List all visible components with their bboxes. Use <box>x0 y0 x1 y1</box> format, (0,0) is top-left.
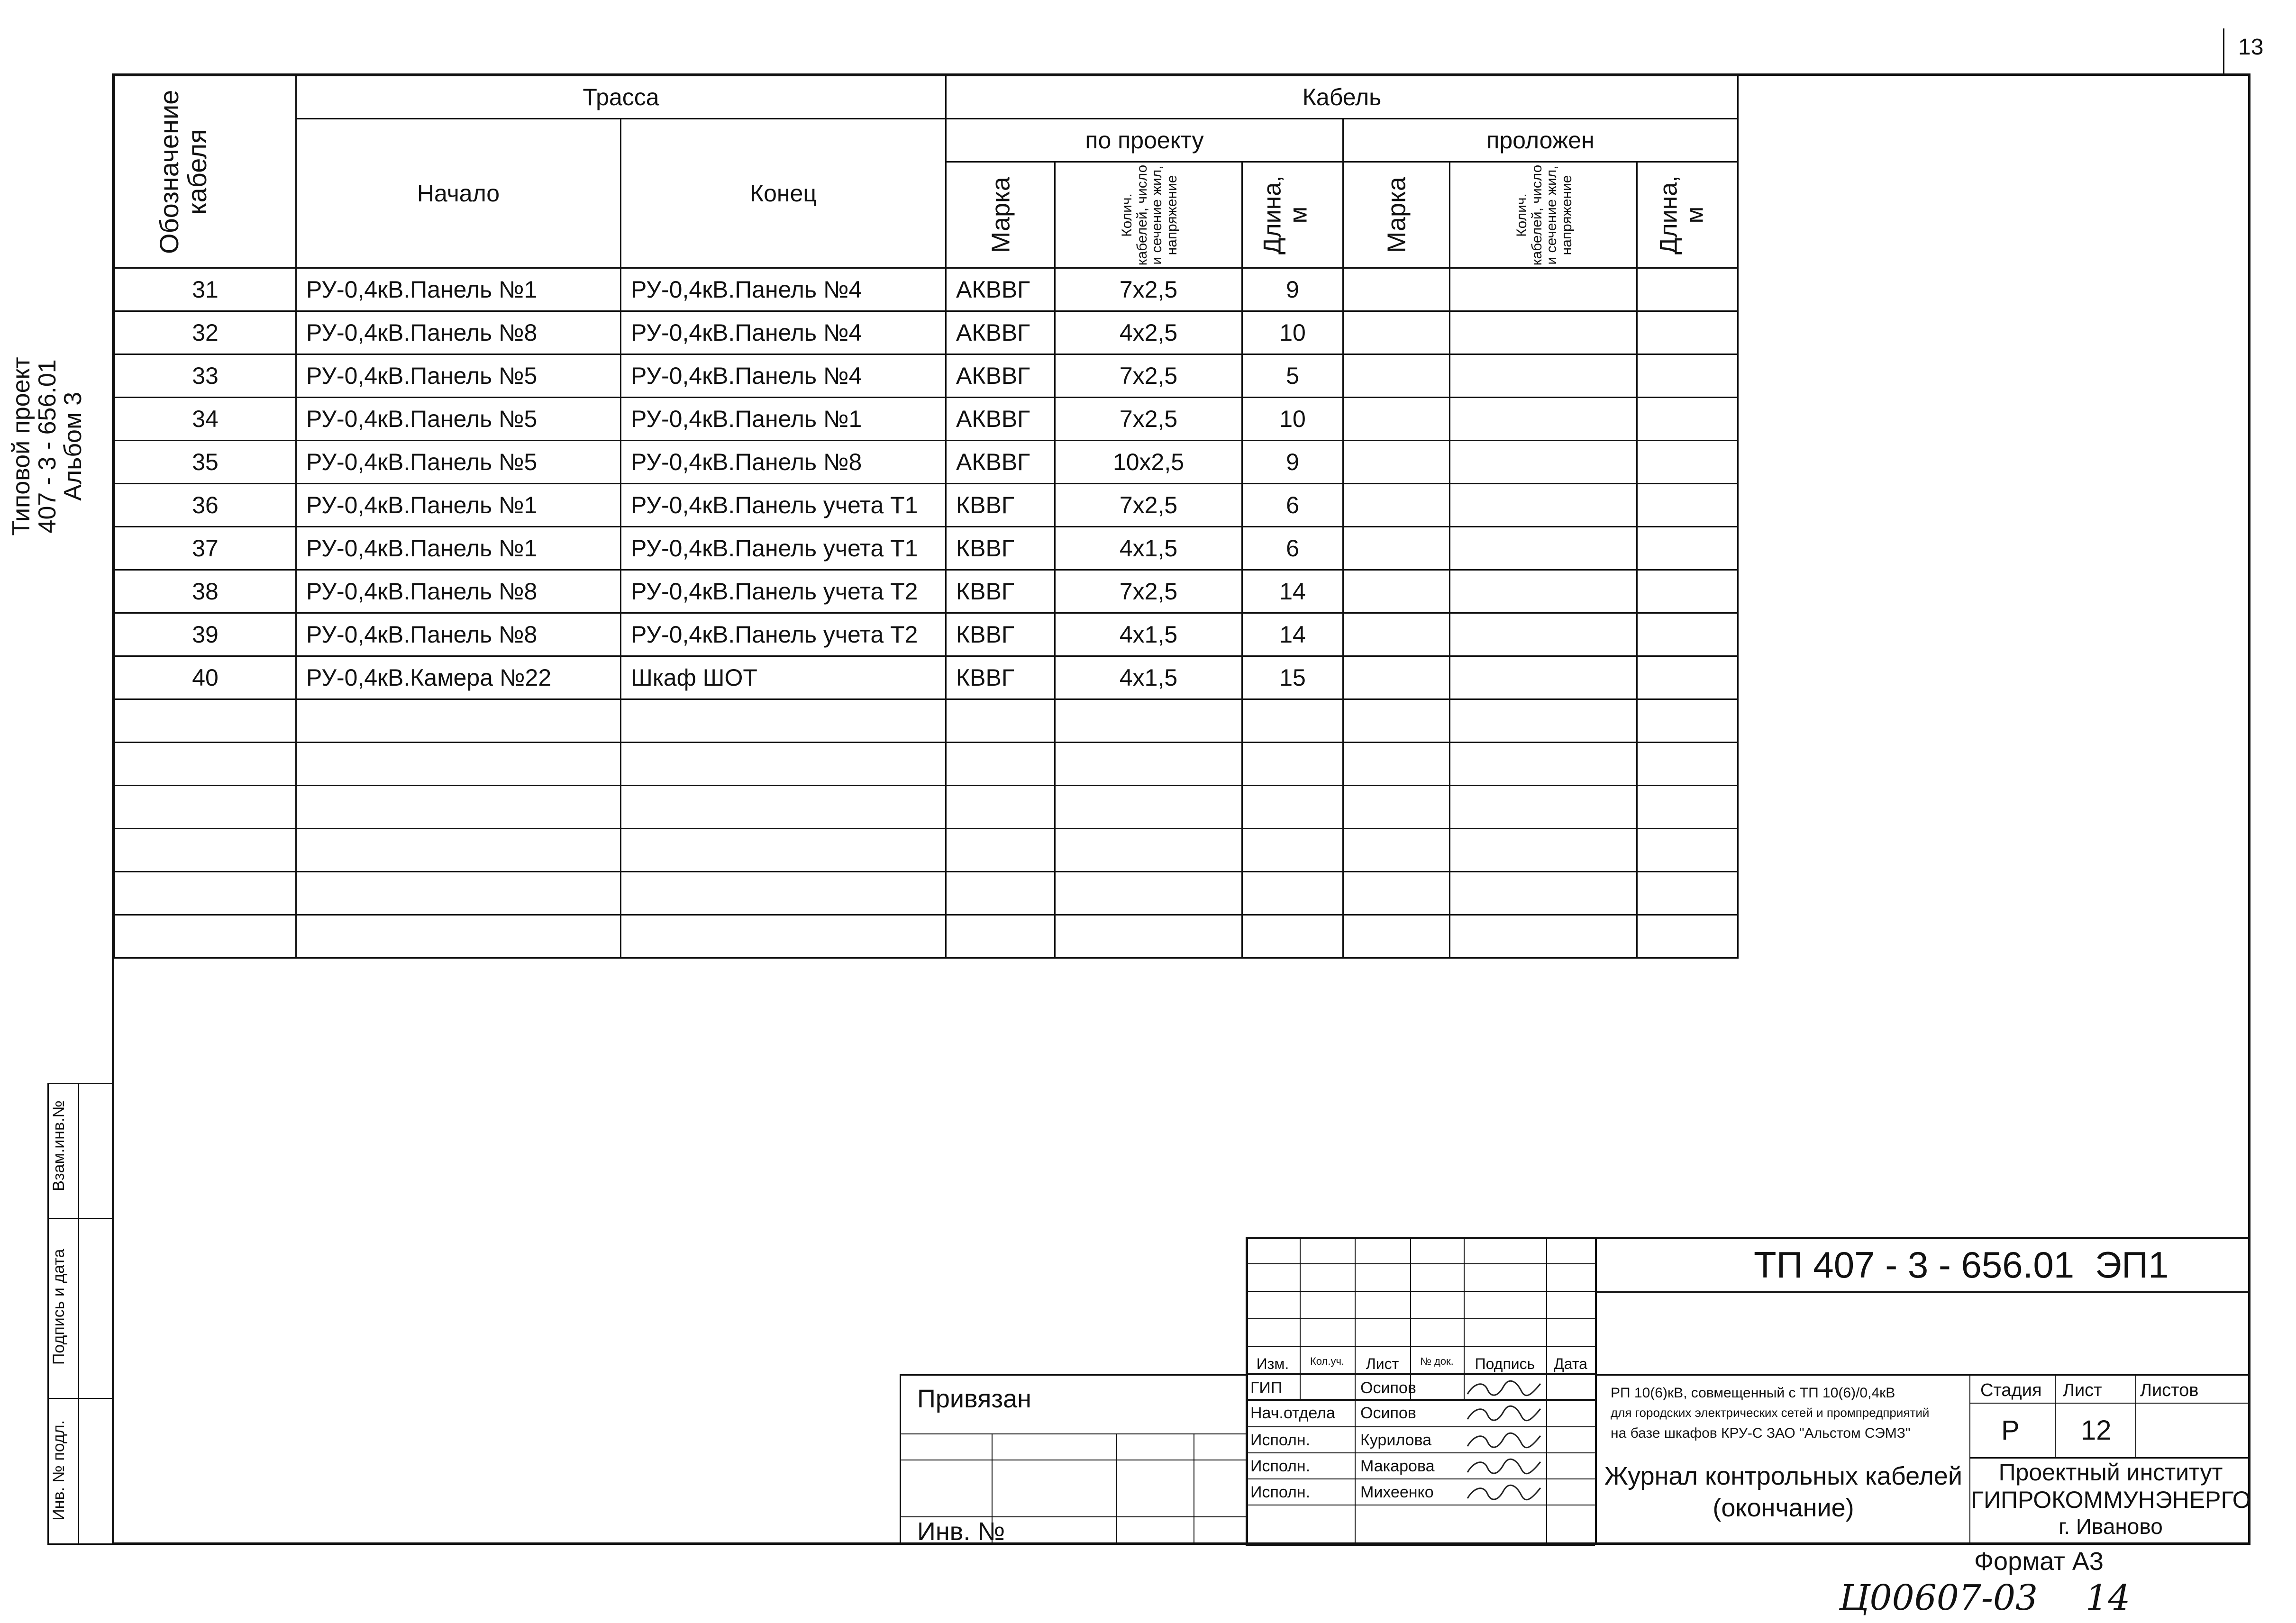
marka-header-2: Марка <box>1343 162 1450 268</box>
col-header-kol: Кол.уч. <box>1310 1355 1345 1367</box>
cable-number: 31 <box>115 268 296 311</box>
empty-cell <box>621 829 946 872</box>
table-row <box>115 311 1738 354</box>
sheets-label: Листов <box>2140 1380 2199 1400</box>
route-end: РУ-0,4кВ.Панель №1 <box>621 398 946 441</box>
revision-grid-line <box>1546 1237 1547 1545</box>
org-line2: ГИПРОКОММУНЭНЕРГО <box>1971 1487 2251 1513</box>
cable-number: 39 <box>115 613 296 656</box>
signer-role: Нач.отдела <box>1250 1404 1335 1422</box>
dlina-header-2: Длина, м <box>1637 162 1738 268</box>
signer-role: Исполн. <box>1250 1431 1311 1449</box>
route-start: РУ-0,4кВ.Панель №1 <box>296 268 621 311</box>
laid-spec <box>1450 398 1637 441</box>
cable-number: 37 <box>115 527 296 570</box>
table-row <box>115 527 1738 570</box>
cable-number: 40 <box>115 656 296 699</box>
cable-length: 14 <box>1242 570 1343 613</box>
route-start: РУ-0,4кВ.Панель №8 <box>296 613 621 656</box>
empty-cell <box>621 872 946 915</box>
vzam-inv-label: Взам.инв.№ <box>50 1100 68 1191</box>
laid-marka <box>1343 268 1450 311</box>
empty-cell <box>1055 872 1242 915</box>
empty-cell <box>1055 743 1242 786</box>
side-stamp-line3: Альбом 3 <box>59 391 87 501</box>
laid-marka <box>1343 570 1450 613</box>
laid-length <box>1637 441 1738 484</box>
empty-cell <box>1055 786 1242 829</box>
page-number: 13 <box>2238 35 2264 60</box>
empty-cell <box>296 743 621 786</box>
table-row <box>115 441 1738 484</box>
empty-cell <box>1242 829 1343 872</box>
route-start: РУ-0,4кВ.Панель №8 <box>296 570 621 613</box>
laid-marka <box>1343 354 1450 398</box>
empty-cell <box>621 699 946 743</box>
cable-number: 35 <box>115 441 296 484</box>
laid-spec <box>1450 656 1637 699</box>
privyazan-divider <box>1116 1433 1117 1545</box>
cable-marka: АКВВГ <box>946 311 1055 354</box>
laid-marka <box>1343 527 1450 570</box>
marka-header: Марка <box>946 162 1055 268</box>
route-end: РУ-0,4кВ.Панель №4 <box>621 311 946 354</box>
empty-cell <box>296 699 621 743</box>
cable-number: 34 <box>115 398 296 441</box>
stage-label: Стадия <box>1980 1380 2042 1400</box>
cable-length: 5 <box>1242 354 1343 398</box>
empty-cell <box>296 915 621 958</box>
route-end: Шкаф ШОТ <box>621 656 946 699</box>
inv-no-label: Инв. № <box>917 1517 1005 1546</box>
empty-cell <box>1637 786 1738 829</box>
org-line3: г. Иваново <box>2059 1514 2163 1539</box>
kabel-header: Кабель <box>946 76 1738 119</box>
revision-grid-line <box>1246 1452 1595 1453</box>
cable-spec: 4x1,5 <box>1055 527 1242 570</box>
cable-spec: 7x2,5 <box>1055 268 1242 311</box>
cable-spec: 7x2,5 <box>1055 398 1242 441</box>
empty-cell <box>1055 699 1242 743</box>
cable-marka: АКВВГ <box>946 398 1055 441</box>
empty-cell <box>946 743 1055 786</box>
cable-spec: 7x2,5 <box>1055 354 1242 398</box>
revision-grid-line <box>1246 1237 1595 1238</box>
laid-spec <box>1450 441 1637 484</box>
empty-cell <box>946 872 1055 915</box>
handwritten-signature <box>1465 1430 1543 1452</box>
route-end: РУ-0,4кВ.Панель №4 <box>621 354 946 398</box>
cable-number: 36 <box>115 484 296 527</box>
org-line1: Проектный институт <box>1998 1459 2223 1486</box>
empty-cell <box>115 699 296 743</box>
signer-name: Осипов <box>1360 1404 1416 1422</box>
cable-marka: КВВГ <box>946 656 1055 699</box>
empty-cell <box>1450 786 1637 829</box>
route-start: РУ-0,4кВ.Панель №5 <box>296 354 621 398</box>
handwritten-page: 14 <box>2086 1578 2131 1618</box>
cable-journal-table <box>114 75 1739 959</box>
cable-marka: АКВВГ <box>946 354 1055 398</box>
laid-marka <box>1343 441 1450 484</box>
route-start: РУ-0,4кВ.Панель №1 <box>296 484 621 527</box>
table-row-empty <box>115 743 1738 786</box>
col-header-data: Дата <box>1554 1355 1587 1372</box>
empty-cell <box>946 915 1055 958</box>
laid-marka <box>1343 613 1450 656</box>
doc-code: ТП 407 - 3 - 656.01 <box>1754 1244 2075 1286</box>
sheet-label: Лист <box>2063 1380 2102 1400</box>
page-number-divider <box>2223 28 2224 76</box>
laid-spec <box>1450 354 1637 398</box>
route-end: РУ-0,4кВ.Панель учета Т2 <box>621 570 946 613</box>
route-end: РУ-0,4кВ.Панель №4 <box>621 268 946 311</box>
cable-length: 14 <box>1242 613 1343 656</box>
table-row <box>115 354 1738 398</box>
revision-grid-line <box>1246 1291 1595 1292</box>
side-stamp-line2: 407 - 3 - 656.01 <box>33 359 61 534</box>
laid-length <box>1637 311 1738 354</box>
table-row <box>115 484 1738 527</box>
empty-cell <box>1055 829 1242 872</box>
revision-grid-line <box>1246 1346 1595 1347</box>
empty-cell <box>1450 699 1637 743</box>
revision-grid-line <box>1410 1237 1411 1399</box>
podpis-data-label: Подпись и дата <box>50 1249 68 1365</box>
cable-number: 32 <box>115 311 296 354</box>
laid-spec <box>1450 311 1637 354</box>
empty-cell <box>296 872 621 915</box>
table-row-empty <box>115 699 1738 743</box>
cable-length: 10 <box>1242 311 1343 354</box>
project-desc-line2: для городских электрических сетей и промпредприятий <box>1611 1405 1930 1420</box>
doc-title-line1: Журнал контрольных кабелей <box>1604 1462 1963 1490</box>
route-end: РУ-0,4кВ.Панель учета Т2 <box>621 613 946 656</box>
empty-cell <box>1637 872 1738 915</box>
signer-role: Исполн. <box>1250 1457 1311 1475</box>
cable-length: 10 <box>1242 398 1343 441</box>
empty-cell <box>1242 743 1343 786</box>
route-end: РУ-0,4кВ.Панель учета Т1 <box>621 484 946 527</box>
title-block-divider <box>1969 1457 2250 1459</box>
table-row <box>115 268 1738 311</box>
route-start: РУ-0,4кВ.Панель №5 <box>296 441 621 484</box>
konec-header: Конец <box>621 119 946 268</box>
cable-length: 9 <box>1242 441 1343 484</box>
revision-grid-line <box>1246 1545 1595 1546</box>
cable-spec: 7x2,5 <box>1055 570 1242 613</box>
empty-cell <box>1343 743 1450 786</box>
revision-grid-line <box>1355 1237 1356 1545</box>
empty-cell <box>1242 699 1343 743</box>
empty-cell <box>621 786 946 829</box>
empty-cell <box>621 743 946 786</box>
empty-cell <box>296 786 621 829</box>
title-block-divider <box>1595 1291 2250 1293</box>
nachalo-header: Начало <box>296 119 621 268</box>
revision-grid-line <box>1246 1263 1595 1264</box>
empty-cell <box>296 829 621 872</box>
cable-marka: АКВВГ <box>946 268 1055 311</box>
route-end: РУ-0,4кВ.Панель №8 <box>621 441 946 484</box>
col-header-podpis: Подпись <box>1475 1355 1535 1372</box>
cable-number: 38 <box>115 570 296 613</box>
empty-cell <box>1450 915 1637 958</box>
stage-value: Р <box>2001 1415 2020 1446</box>
kolich-header: Колич. кабелей, число и сечение жил, напряжение <box>1055 162 1242 268</box>
empty-cell <box>115 872 296 915</box>
kolich-header-2: Колич. кабелей, число и сечение жил, напряжение <box>1450 162 1637 268</box>
sheet-value: 12 <box>2081 1415 2112 1446</box>
laid-length <box>1637 354 1738 398</box>
title-block-divider <box>1969 1403 2250 1404</box>
table-row-empty <box>115 872 1738 915</box>
empty-cell <box>1637 743 1738 786</box>
revision-grid-line <box>1246 1478 1595 1479</box>
title-block-divider <box>1969 1374 1970 1545</box>
laid-length <box>1637 268 1738 311</box>
empty-cell <box>1343 915 1450 958</box>
laid-length <box>1637 613 1738 656</box>
table-row <box>115 570 1738 613</box>
privyazan-divider <box>900 1433 1248 1434</box>
empty-cell <box>946 786 1055 829</box>
laid-marka <box>1343 656 1450 699</box>
po-proektu-header: по проекту <box>946 119 1343 162</box>
laid-marka <box>1343 311 1450 354</box>
cable-marka: КВВГ <box>946 570 1055 613</box>
signer-name: Курилова <box>1360 1431 1432 1449</box>
empty-cell <box>115 829 296 872</box>
project-desc-line3: на базе шкафов КРУ-С ЗАО "Альстом СЭМЗ" <box>1611 1425 1911 1441</box>
laid-spec <box>1450 613 1637 656</box>
revision-grid-line <box>1246 1426 1595 1427</box>
signer-name: Макарова <box>1360 1457 1435 1475</box>
empty-cell <box>621 915 946 958</box>
table-row-empty <box>115 915 1738 958</box>
handwritten-signature <box>1465 1482 1543 1504</box>
route-start: РУ-0,4кВ.Панель №8 <box>296 311 621 354</box>
cable-length: 6 <box>1242 484 1343 527</box>
empty-cell <box>1637 915 1738 958</box>
revision-grid-line <box>1464 1237 1465 1399</box>
format-label: Формат А3 <box>1974 1547 2104 1576</box>
sheet-code: ЭП1 <box>2095 1244 2169 1286</box>
empty-cell <box>1242 786 1343 829</box>
laid-length <box>1637 527 1738 570</box>
revision-grid-line <box>1246 1373 1595 1375</box>
col-header-list: Лист <box>1366 1355 1399 1372</box>
cable-length: 9 <box>1242 268 1343 311</box>
revision-grid-line <box>1300 1237 1301 1399</box>
handwritten-signature <box>1465 1456 1543 1478</box>
laid-spec <box>1450 570 1637 613</box>
cable-length: 6 <box>1242 527 1343 570</box>
cable-marka: КВВГ <box>946 484 1055 527</box>
trassa-header: Трасса <box>296 76 946 119</box>
laid-length <box>1637 570 1738 613</box>
route-start: РУ-0,4кВ.Панель №1 <box>296 527 621 570</box>
table-row-empty <box>115 786 1738 829</box>
cable-marka: КВВГ <box>946 613 1055 656</box>
empty-cell <box>1055 915 1242 958</box>
inv-podl-label: Инв. № подл. <box>50 1420 68 1521</box>
cable-length: 15 <box>1242 656 1343 699</box>
title-block-divider <box>2135 1374 2136 1457</box>
doc-title-line2: (окончание) <box>1713 1494 1854 1522</box>
empty-cell <box>946 699 1055 743</box>
dlina-header: Длина, м <box>1242 162 1343 268</box>
signer-role: Исполн. <box>1250 1483 1311 1501</box>
side-stamp <box>9 318 86 574</box>
cable-number: 33 <box>115 354 296 398</box>
side-stamp-line1: Типовой проект <box>8 357 36 536</box>
col-header-izm: Изм. <box>1256 1355 1289 1372</box>
empty-cell <box>946 829 1055 872</box>
cable-spec: 10x2,5 <box>1055 441 1242 484</box>
left-strip-divider <box>47 1218 114 1219</box>
cable-spec: 4x1,5 <box>1055 656 1242 699</box>
signer-name: Михеенко <box>1360 1483 1434 1501</box>
handwritten-signature <box>1465 1378 1543 1400</box>
project-desc-line1: РП 10(6)кВ, совмещенный с ТП 10(6)/0,4кВ <box>1611 1385 1895 1401</box>
title-block-divider <box>1595 1374 2250 1376</box>
cable-spec: 4x2,5 <box>1055 311 1242 354</box>
laid-marka <box>1343 484 1450 527</box>
title-block-divider <box>2055 1374 2056 1457</box>
empty-cell <box>1343 872 1450 915</box>
cable-marka: КВВГ <box>946 527 1055 570</box>
empty-cell <box>1242 872 1343 915</box>
laid-marka <box>1343 398 1450 441</box>
empty-cell <box>1343 829 1450 872</box>
laid-length <box>1637 398 1738 441</box>
empty-cell <box>1637 699 1738 743</box>
table-row <box>115 656 1738 699</box>
laid-spec <box>1450 268 1637 311</box>
empty-cell <box>115 786 296 829</box>
left-strip-divider <box>47 1398 114 1399</box>
table-row <box>115 613 1738 656</box>
laid-length <box>1637 484 1738 527</box>
empty-cell <box>1343 786 1450 829</box>
empty-cell <box>1450 743 1637 786</box>
signer-name: Осипов <box>1360 1379 1416 1397</box>
cable-marka: АКВВГ <box>946 441 1055 484</box>
laid-spec <box>1450 527 1637 570</box>
laid-length <box>1637 656 1738 699</box>
laid-spec <box>1450 484 1637 527</box>
table-row-empty <box>115 829 1738 872</box>
cable-spec: 4x1,5 <box>1055 613 1242 656</box>
handwritten-signature <box>1465 1403 1543 1425</box>
col-header-ndok: № док. <box>1420 1355 1454 1367</box>
empty-cell <box>1242 915 1343 958</box>
signer-role: ГИП <box>1250 1379 1283 1397</box>
route-start: РУ-0,4кВ.Панель №5 <box>296 398 621 441</box>
route-end: РУ-0,4кВ.Панель учета Т1 <box>621 527 946 570</box>
empty-cell <box>1343 699 1450 743</box>
empty-cell <box>1450 829 1637 872</box>
left-strip-divider <box>78 1083 79 1545</box>
empty-cell <box>115 915 296 958</box>
revision-grid-line <box>1246 1318 1595 1319</box>
route-start: РУ-0,4кВ.Камера №22 <box>296 656 621 699</box>
handwritten-code: Ц00607-03 <box>1839 1578 2038 1618</box>
revision-grid-line <box>1595 1237 1596 1545</box>
empty-cell <box>1450 872 1637 915</box>
empty-cell <box>1637 829 1738 872</box>
table-row <box>115 398 1738 441</box>
cable-spec: 7x2,5 <box>1055 484 1242 527</box>
empty-cell <box>115 743 296 786</box>
designation-header: Обозначение кабеля <box>115 76 296 268</box>
privyazan-label: Привязан <box>917 1385 1031 1413</box>
prolozhen-header: проложен <box>1343 119 1738 162</box>
